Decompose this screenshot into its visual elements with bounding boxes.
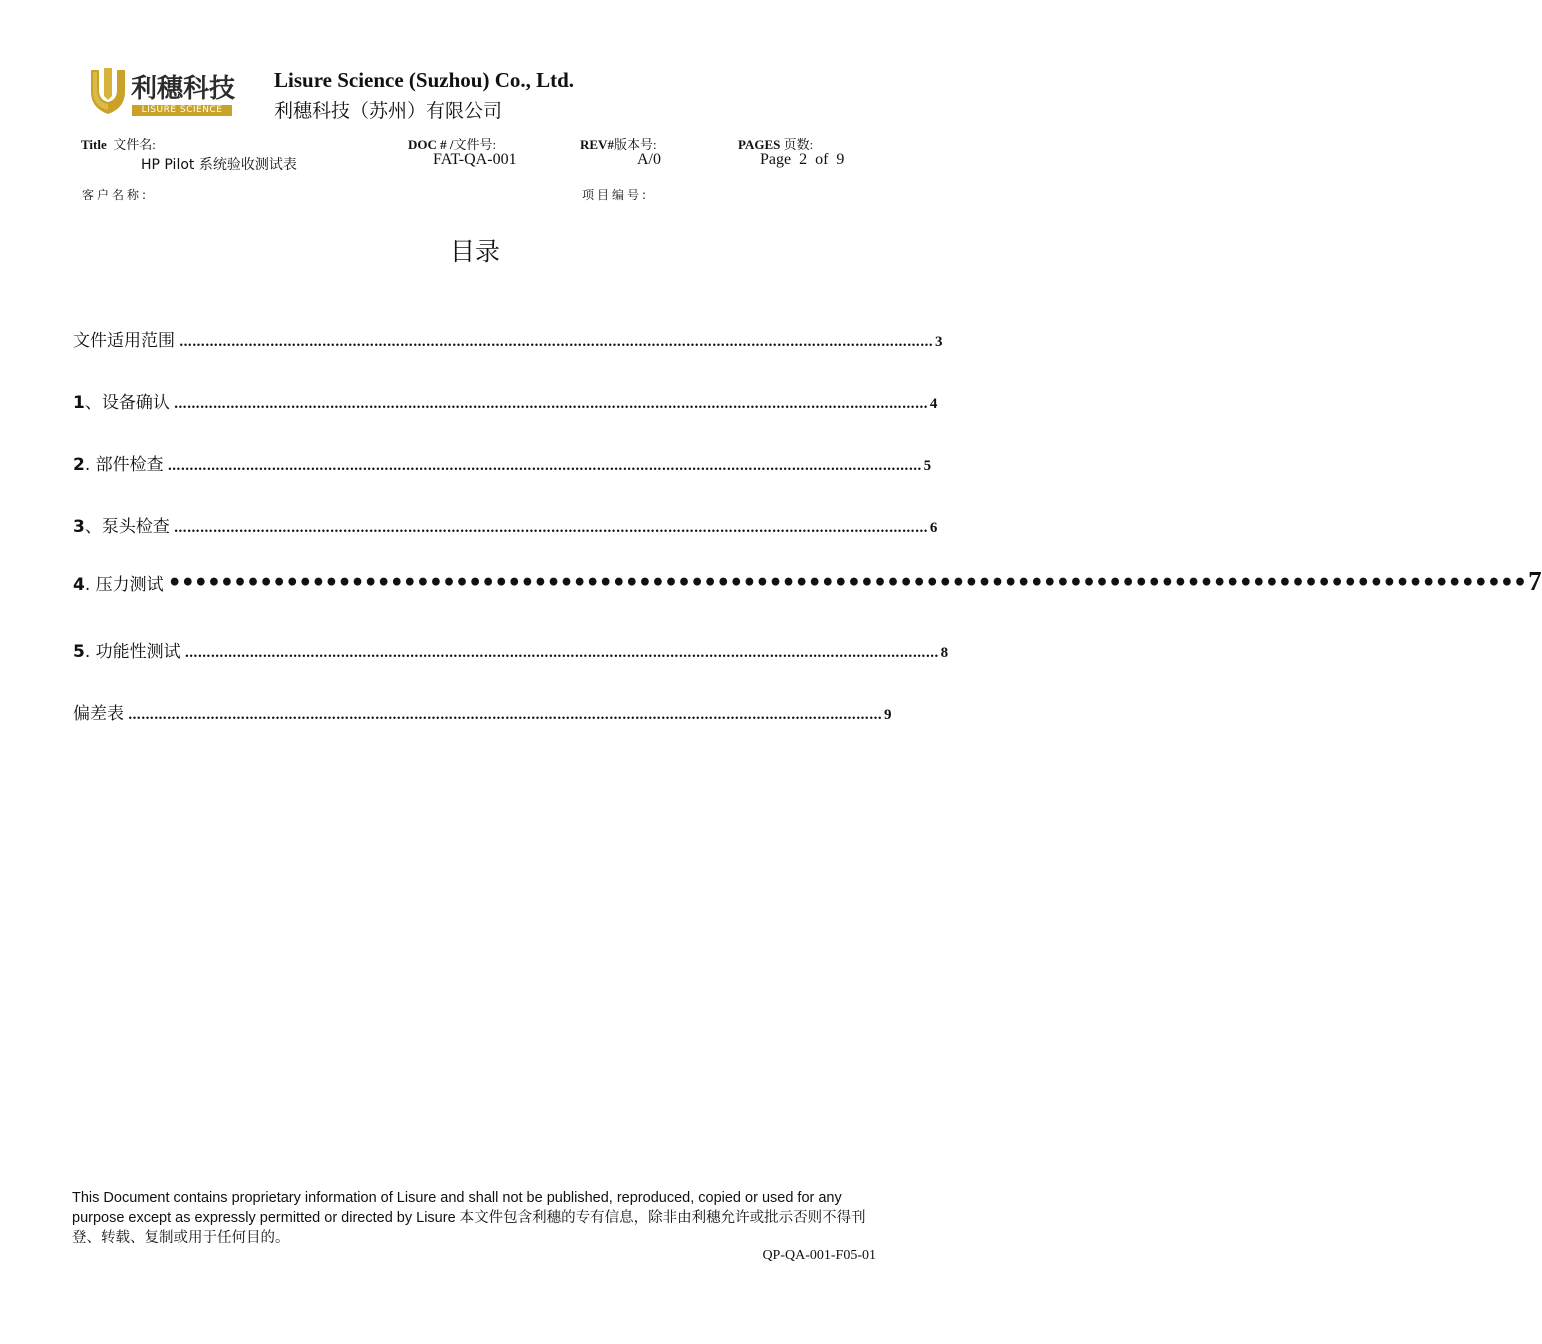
doc-value: FAT-QA-001 [433,151,517,168]
doc-label-en: DOC # / [408,137,454,152]
title-value: HP Pilot 系统验收测试表 [141,157,297,173]
toc-leader-dots: ………………………………………………………………………………………………………………………………………………………… [128,708,882,723]
toc-entry-label [73,450,164,475]
toc-leader-dots: •••••••••••••••••••••••••••••••••••••••••••••••••••••••••••••••••••••••••••••••••••••••••••••••••••••••• [167,570,1527,596]
toc-entry-page: 5 [923,458,932,474]
form-code: QP-QA-001-F05-01 [762,1248,876,1263]
toc-entry-text: . 压力测试 [84,575,164,595]
pages-label-cn: 页数: [783,137,814,152]
toc-entry-number: 4 [73,575,85,595]
toc-leader-dots: ………………………………………………………………………………………………………………………………………………………… [167,459,922,474]
toc-leader-dots: ………………………………………………………………………………………………………………………………………………………… [184,646,939,661]
title-label-cn: 文件名: [113,137,156,152]
project-label: 项目编号: [582,188,650,202]
company-logo [88,66,234,120]
toc-entry-page: 7 [1528,566,1542,596]
toc-entry-page: 6 [929,520,938,536]
company-name-en: Lisure Science (Suzhou) Co., Ltd. [274,68,575,92]
toc-entry-text: 、设备确认 [84,393,170,413]
toc-leader-dots: ………………………………………………………………………………………………………………………………………………………… [179,335,933,350]
toc-entry-label: 文件适用范围 [73,331,175,351]
toc-leader-dots: ………………………………………………………………………………………………………………………………………………………… [173,521,928,536]
company-name-cn: 利穗科技（苏州）有限公司 [274,100,503,122]
toc-entry-text: . 部件检查 [84,455,164,475]
pages-value: Page 2 of 9 [760,151,845,168]
confidentiality-notice: This Document contains proprietary information of Lisure and shall not be published, reproduced, copied or used for any purpose except as expressly permitted or directed by Lisure 本文件包含利穗的专有信息，除非由利穗允许或批示否则不得刊登、转载、复制或用于任何目的。 [72,1190,866,1246]
toc-leader-dots: ………………………………………………………………………………………………………………………………………………………… [173,397,928,412]
title-label [81,134,156,153]
toc-entry-text: . 功能性测试 [84,642,181,662]
toc-entry-label [73,388,170,413]
logo-mark-icon [88,66,128,118]
toc-entry-device[interactable] [73,388,938,413]
title-label-en: Title [81,137,107,152]
toc-entry-parts[interactable] [73,450,932,475]
toc-title: 目录 [449,237,500,266]
toc-entry-label [73,570,164,595]
toc-entry-pump-head[interactable] [73,512,938,537]
doc-label-cn: 文件号: [453,137,497,152]
toc-entry-number: 2 [73,455,85,475]
rev-value: A/0 [637,151,661,168]
toc-entry-number: 5 [73,642,85,662]
toc-entry-label [73,637,181,662]
toc-entry-label [73,512,170,537]
toc-entry-number: 3 [73,517,85,537]
rev-label-en: REV# [580,137,614,152]
toc-entry-number: 1 [73,393,85,413]
toc-entry-page: 8 [940,645,949,661]
toc-entry-scope[interactable] [73,326,943,351]
rev-label-cn: 版本号: [613,137,657,152]
customer-label: 客户名称: [82,188,150,202]
toc-entry-text: 、泵头检查 [84,517,170,537]
toc-entry-label: 偏差表 [73,704,124,724]
toc-entry-page: 3 [935,334,943,350]
pages-label-en: PAGES [738,137,781,152]
toc-entry-page: 4 [929,396,938,412]
toc-entry-pressure[interactable] [73,566,1542,597]
logo-text-en: LISURE SCIENCE [132,105,232,116]
toc-entry-function[interactable] [73,637,949,662]
toc-entry-page: 9 [884,707,892,723]
logo-text-cn: 利穗科技 [131,74,236,104]
toc-entry-deviation[interactable] [73,699,892,724]
